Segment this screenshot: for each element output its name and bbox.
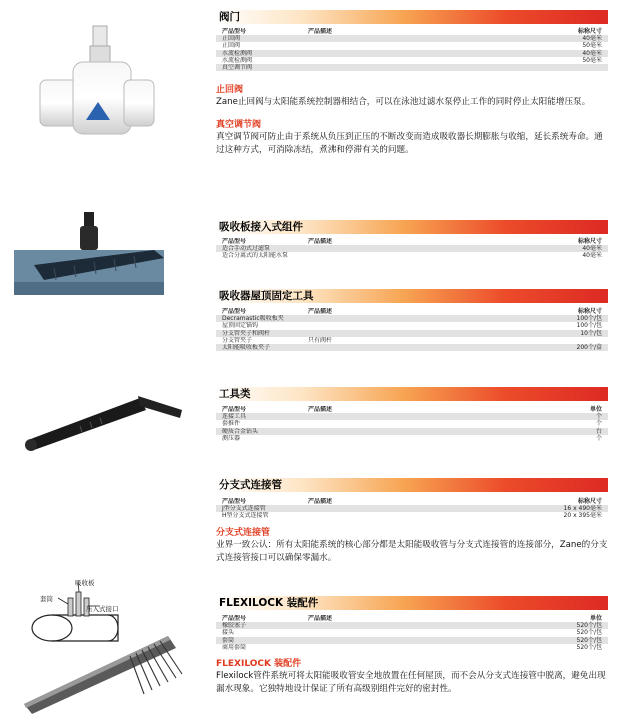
spec-table <box>216 238 608 260</box>
col-size: 标称尺寸 <box>577 498 602 505</box>
cell-model: 套筒 <box>222 636 235 644</box>
cell-desc <box>308 428 508 435</box>
cell-size: 200个/盒 <box>576 343 602 351</box>
cell-size <box>508 337 608 344</box>
cell-model: 橡胶塞子 <box>222 622 247 630</box>
cell-desc <box>308 505 508 512</box>
cell-size: 50毫米 <box>582 42 602 50</box>
cell-unit: 520个/包 <box>576 643 602 651</box>
cell-model: 真空调节阀 <box>222 63 253 71</box>
table-row <box>216 50 608 57</box>
flexilock-section <box>216 596 608 696</box>
col-size: 标称尺寸 <box>577 28 602 35</box>
table-row <box>216 413 608 420</box>
table-row <box>216 505 608 512</box>
diagram-label-sleeve: 套筒 <box>40 595 53 603</box>
col-model: 产品型号 <box>222 615 247 622</box>
cell-model: 止回阀 <box>222 42 241 50</box>
subsection-text: 真空调节阀可防止由于系统从负压到正压的不断改变而造成吸收器长期膨胀与收缩，延长系统寿命。通过这种方式，可消除冻结，煮沸和停滞有关的问题。 <box>216 132 603 156</box>
table-row <box>216 337 608 344</box>
cell-unit: 个 <box>595 434 602 442</box>
table-header <box>216 406 608 413</box>
cell-desc <box>308 50 508 57</box>
spec-table <box>216 308 608 351</box>
col-model: 产品型号 <box>222 308 247 315</box>
table-header <box>216 238 608 245</box>
col-desc: 产品描述 <box>308 498 333 505</box>
subsection-text: 业界一致公认：所有太阳能系统的核心部分都是太阳能吸收管与分支式连接管的连接部分，Zane的分支式连接管接口可以确保零漏水。 <box>216 539 608 563</box>
cell-desc <box>308 322 508 329</box>
section-title: 分支式连接管 <box>216 478 608 492</box>
table-row <box>216 252 608 259</box>
section-title: 阀门 <box>216 10 608 24</box>
col-size: 标称尺寸 <box>577 308 602 315</box>
cell-model: 分支管夹子 <box>222 336 253 344</box>
cell-model: 屋顶固定锚钩 <box>222 322 259 330</box>
table-row <box>216 420 608 427</box>
table-row <box>216 57 608 64</box>
cell-size: 10个/包 <box>580 329 602 337</box>
cell-unit: 520个/包 <box>576 629 602 637</box>
valves-section <box>216 10 608 157</box>
table-header <box>216 498 608 505</box>
cell-unit: 520个/包 <box>576 636 602 644</box>
valve-image <box>18 22 158 142</box>
cell-model: 太阳能吸收板夹子 <box>222 343 271 351</box>
subsection-title: FLEXILOCK 装配件 <box>216 658 302 669</box>
cell-size: 16 x 490毫米 <box>563 505 602 513</box>
cell-desc <box>308 35 508 42</box>
cell-desc: 只有阀杆 <box>308 336 333 344</box>
table-row <box>216 245 608 252</box>
spec-table <box>216 498 608 520</box>
roof-tools-section <box>216 289 608 351</box>
table-row <box>216 428 608 435</box>
cell-model: 分支管夹子和阀杆 <box>222 329 271 337</box>
spec-table <box>216 406 608 442</box>
tool-image <box>20 384 185 454</box>
table-row <box>216 64 608 71</box>
section-title: 工具类 <box>216 387 608 401</box>
cell-model: 硬质合金钻头 <box>222 427 259 435</box>
col-desc: 产品描述 <box>308 238 333 245</box>
cell-size <box>508 64 608 71</box>
cell-size: 20 x 395毫米 <box>563 512 602 520</box>
cell-desc <box>308 64 508 71</box>
branch-section <box>216 478 608 565</box>
cell-model: Decramastic吸收板夹 <box>222 315 284 323</box>
cell-desc <box>308 413 508 420</box>
cell-desc <box>308 629 508 636</box>
table-row <box>216 330 608 337</box>
cell-desc <box>308 420 508 427</box>
cell-size: 50毫米 <box>582 56 602 64</box>
cell-size: 40毫米 <box>582 35 602 43</box>
cell-desc <box>308 245 508 252</box>
cell-desc <box>308 252 508 259</box>
col-desc: 产品描述 <box>308 308 333 315</box>
table-row <box>216 322 608 329</box>
cell-desc <box>308 435 508 442</box>
col-model: 产品型号 <box>222 238 247 245</box>
section-title: 吸收器屋顶固定工具 <box>216 289 608 303</box>
table-row <box>216 315 608 322</box>
cell-desc <box>308 315 508 322</box>
cell-desc <box>308 637 508 644</box>
plate-kit-section <box>216 220 608 260</box>
table-header <box>216 308 608 315</box>
cell-size: 40毫米 <box>582 245 602 253</box>
cell-desc <box>308 344 508 351</box>
table-row <box>216 644 608 651</box>
spec-table <box>216 615 608 651</box>
tools-section <box>216 387 608 442</box>
table-header <box>216 615 608 622</box>
table-row <box>216 42 608 49</box>
cell-desc <box>308 42 508 49</box>
cell-desc <box>308 644 508 651</box>
diagram-label-absorber: 吸收板 <box>75 579 95 587</box>
col-unit: 单位 <box>589 406 602 413</box>
cell-desc <box>308 512 508 519</box>
col-size: 标称尺寸 <box>577 238 602 245</box>
col-model: 产品型号 <box>222 28 247 35</box>
table-row <box>216 622 608 629</box>
table-row <box>216 435 608 442</box>
subsection-text: Flexilock管件系统可将太阳能吸收管安全地放置在任何屋顶，而不会从分支式连接管中脱离，避免出现漏水现象。它独特地设计保证了所有高级别组件完好的密封性。 <box>216 670 606 694</box>
table-header <box>216 28 608 35</box>
table-row <box>216 35 608 42</box>
subsection-title: 分支式连接管 <box>216 527 271 538</box>
plate-kit-image <box>14 210 164 295</box>
table-row <box>216 629 608 636</box>
col-model: 产品型号 <box>222 498 247 505</box>
cell-model: 商用套筒 <box>222 643 247 651</box>
cell-unit: 台 <box>595 427 602 435</box>
subsection-title: 止回阀 <box>216 85 244 96</box>
cell-model: 测压器 <box>222 434 241 442</box>
diagram-label-press: 压入式接口 <box>86 605 119 613</box>
col-desc: 产品描述 <box>308 406 333 413</box>
spec-table <box>216 28 608 71</box>
cell-model: 适合手动式过滤泵 <box>222 245 271 253</box>
cell-model: 水流检测阀 <box>222 49 253 57</box>
cell-unit: 520个/包 <box>576 622 602 630</box>
cell-model: 止回阀 <box>222 35 241 43</box>
cell-model: H型分支式连接管 <box>222 512 269 520</box>
cell-size: 100个/包 <box>576 322 602 330</box>
cell-model: 连接工具 <box>222 413 247 421</box>
cell-desc <box>308 330 508 337</box>
cell-model: 接头 <box>222 629 235 637</box>
col-unit: 单位 <box>589 615 602 622</box>
col-desc: 产品描述 <box>308 615 333 622</box>
table-row <box>216 512 608 519</box>
subsection-title: 真空调节阀 <box>216 120 262 131</box>
section-title: 吸收板接入式组件 <box>216 220 608 234</box>
table-row <box>216 637 608 644</box>
table-row <box>216 344 608 351</box>
cell-model: J型分支式连接管 <box>222 505 266 513</box>
cell-size: 40毫米 <box>582 252 602 260</box>
col-model: 产品型号 <box>222 406 247 413</box>
section-title: FLEXILOCK 装配件 <box>216 596 608 610</box>
cell-model: 适合分离式的太阳能水泵 <box>222 252 289 260</box>
cell-model: 水流检测阀 <box>222 56 253 64</box>
cell-size: 100个/包 <box>576 315 602 323</box>
cell-desc <box>308 57 508 64</box>
cell-unit: 个 <box>595 413 602 421</box>
cell-desc <box>308 622 508 629</box>
subsection-text: Zane止回阀与太阳能系统控制器相结合，可以在泳池过滤水泵停止工作的同时停止太阳能增压泵。 <box>216 97 591 108</box>
cell-unit: 个 <box>595 420 602 428</box>
cell-model: 套推件 <box>222 420 241 428</box>
col-desc: 产品描述 <box>308 28 333 35</box>
cell-size: 40毫米 <box>582 49 602 57</box>
